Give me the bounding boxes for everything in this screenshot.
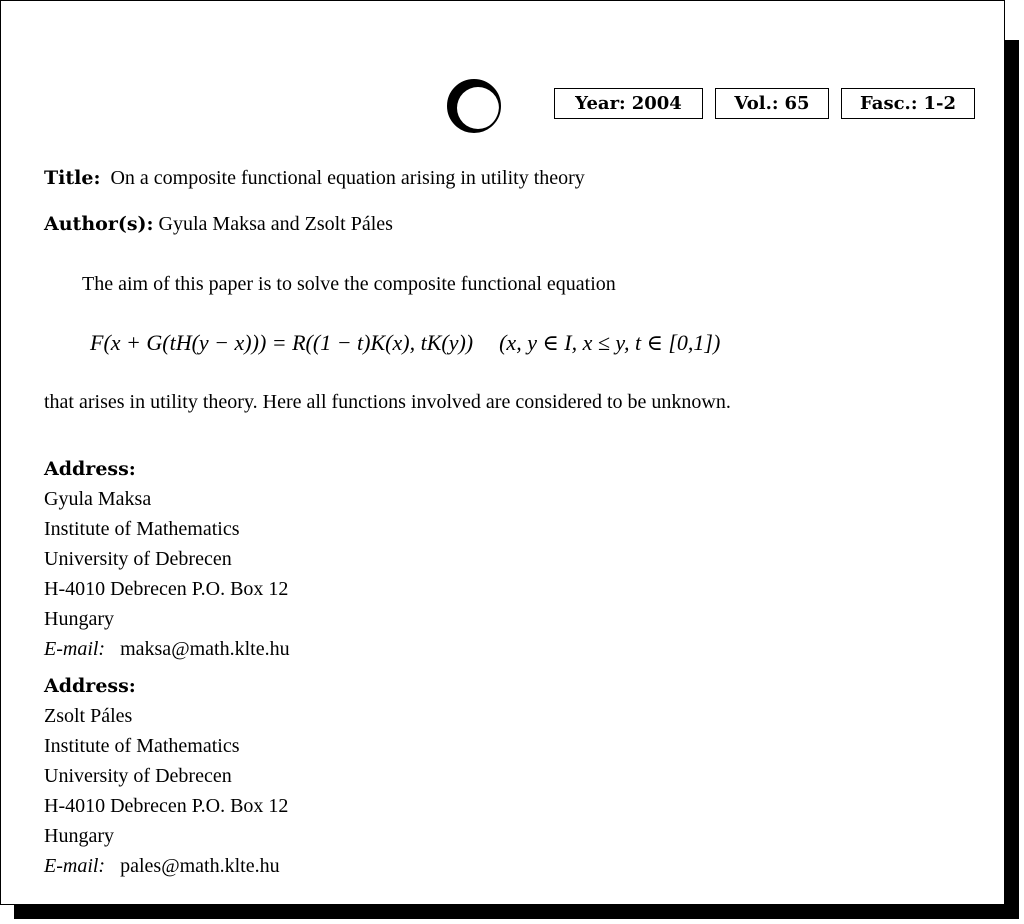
address-2-line-4: H-4010 Debrecen P.O. Box 12: [44, 795, 289, 817]
address-2-line-1: Zsolt Páles: [44, 705, 133, 727]
email-value-2: pales@math.klte.hu: [120, 855, 280, 877]
address-2-line-3: University of Debrecen: [44, 765, 232, 787]
fascicle-label: Fasc.:: [860, 93, 918, 114]
address-1-line-1: Gyula Maksa: [44, 488, 152, 510]
fascicle-box: [841, 88, 975, 119]
address-1-line-5: Hungary: [44, 608, 114, 630]
functional-equation: [90, 330, 720, 356]
fascicle-value: 1-2: [923, 93, 956, 114]
address-1-line-3: University of Debrecen: [44, 548, 232, 570]
page-shadow-bottom: [14, 905, 1019, 919]
authors-line: [44, 213, 393, 236]
year-box: [554, 88, 703, 119]
address-2-line-5: Hungary: [44, 825, 114, 847]
abstract-rest: that arises in utility theory. Here all functions involved are considered to be unknown.: [44, 391, 731, 413]
volume-value: 65: [784, 93, 810, 114]
email-line-2: [44, 855, 280, 878]
address-2-line-2: Institute of Mathematics: [44, 735, 240, 757]
address-label-1: Address:: [44, 458, 136, 480]
address-label-2: Address:: [44, 675, 136, 697]
year-value: 2004: [631, 93, 682, 114]
paper-title: On a composite functional equation arising in utility theory: [110, 167, 585, 189]
email-value-1: maksa@math.klte.hu: [120, 638, 290, 660]
equation-condition: (x, y ∈ I, x ≤ y, t ∈ [0,1]): [499, 330, 721, 355]
page-shadow-right: [1005, 40, 1019, 919]
email-line-1: [44, 638, 290, 661]
email-label-1: E-mail:: [44, 638, 106, 660]
title-label: Title:: [44, 167, 101, 189]
year-label: Year:: [575, 93, 626, 114]
authors-label: Author(s):: [44, 213, 154, 235]
volume-box: [715, 88, 829, 119]
journal-logo-icon: [446, 78, 502, 134]
equation-main: F(x + G(tH(y − x))) = R((1 − t)K(x), tK(y)): [90, 330, 474, 355]
email-label-2: E-mail:: [44, 855, 106, 877]
volume-label: Vol.:: [734, 93, 779, 114]
authors-value: Gyula Maksa and Zsolt Páles: [158, 213, 393, 235]
abstract-intro: The aim of this paper is to solve the composite functional equation: [82, 273, 616, 295]
address-1-line-2: Institute of Mathematics: [44, 518, 240, 540]
title-line: [44, 167, 585, 190]
address-1-line-4: H-4010 Debrecen P.O. Box 12: [44, 578, 289, 600]
